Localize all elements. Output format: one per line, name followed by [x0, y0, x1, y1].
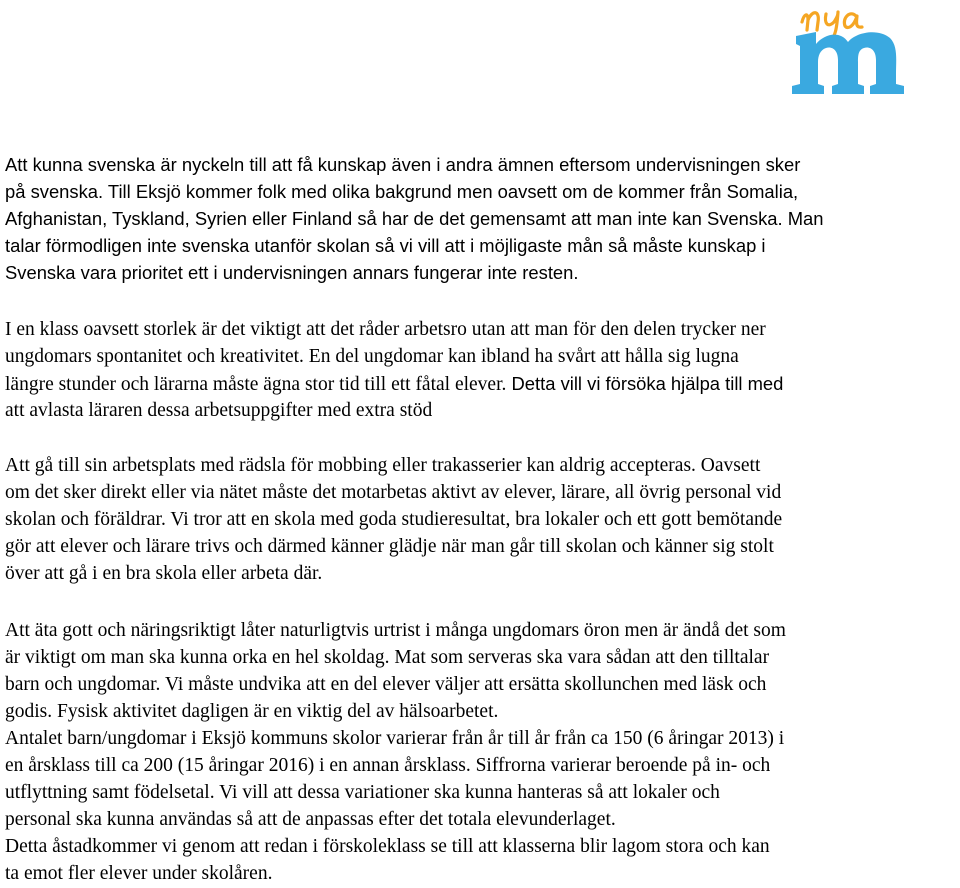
text-line: att avlasta läraren dessa arbetsuppgifter med extra stöd	[5, 400, 433, 421]
text-line: Att gå till sin arbetsplats med rädsla för mobbing eller trakasserier kan aldrig accepteras. Oavsett	[5, 455, 761, 476]
text-line: Svenska vara prioritet ett i undervisningen annars fungerar inte resten.	[5, 262, 579, 283]
paragraph-swedish-language	[5, 151, 955, 286]
text-line: skolan och föräldrar. Vi tror att en skola med goda studieresultat, bra lokaler och ett gott bemötande	[5, 509, 783, 530]
text-segment: längre stunder och lärarna måste ägna stor tid till ett fåtal elever.	[5, 374, 507, 395]
text-line: I en klass oavsett storlek är det viktigt att det råder arbetsro utan att man för den delen trycker ner	[5, 319, 766, 340]
text-line: personal ska kunna användas så att de anpassas efter det totala elevunderlaget.	[5, 809, 616, 830]
text-line: Antalet barn/ungdomar i Eksjö kommuns skolor varierar från år till år från ca 150 (6 åringar 2013) i	[5, 728, 785, 749]
text-line: utflyttning samt födelsetal. Vi vill att dessa variationer ska kunna hanteras så att lokaler och	[5, 782, 720, 803]
text-line: godis. Fysisk aktivitet dagligen är en viktig del av hälsoarbetet.	[5, 701, 499, 722]
paragraph-classroom-calm	[5, 316, 955, 424]
paragraph-bullying	[5, 452, 955, 587]
text-line: är viktigt om man ska kunna orka en hel skoldag. Mat som serveras ska vara sådan att den tilltalar	[5, 647, 770, 668]
text-line: ungdomars spontanitet och kreativitet. En del ungdomar kan ibland ha svårt att hålla sig lugna	[5, 346, 739, 367]
text-line	[5, 370, 955, 397]
text-line: om det sker direkt eller via nätet måste det motarbetas aktivt av elever, lärare, all övrig personal vid	[5, 482, 782, 503]
text-line: gör att elever och lärare trivs och därmed känner glädje när man går till skolan och känner sig stolt	[5, 536, 774, 557]
text-line: Detta åstadkommer vi genom att redan i förskoleklass se till att klasserna blir lagom stora och kan	[5, 836, 770, 857]
text-line: Afghanistan, Tyskland, Syrien eller Finland så har de det gemensamt att man inte kan Svenska. Man	[5, 208, 824, 229]
text-line: Att kunna svenska är nyckeln till att få kunskap även i andra ämnen eftersom undervisningen sker	[5, 154, 801, 175]
text-line: en årsklass till ca 200 (15 åringar 2016) i en annan årsklass. Siffrorna varierar beroende på in- och	[5, 755, 771, 776]
nya-m-logo	[790, 0, 930, 96]
text-line: ta emot fler elever under skolåren.	[5, 863, 273, 884]
text-line: barn och ungdomar. Vi måste undvika att en del elever väljer att ersätta skollunchen med läsk och	[5, 674, 767, 695]
logo-m-letter	[792, 32, 904, 94]
paragraph-food-and-class-size	[5, 617, 955, 887]
text-segment: Detta vill vi försöka hjälpa till med	[506, 373, 784, 394]
text-line: på svenska. Till Eksjö kommer folk med olika bakgrund men oavsett om de kommer från Somalia,	[5, 181, 799, 202]
text-line: talar förmodligen inte svenska utanför skolan så vi vill att i möjligaste mån så måste kunskap i	[5, 235, 766, 256]
text-line: över att gå i en bra skola eller arbeta där.	[5, 563, 323, 584]
text-line: Att äta gott och näringsriktigt låter naturligtvis urtrist i många ungdomars öron men är ändå det som	[5, 620, 786, 641]
